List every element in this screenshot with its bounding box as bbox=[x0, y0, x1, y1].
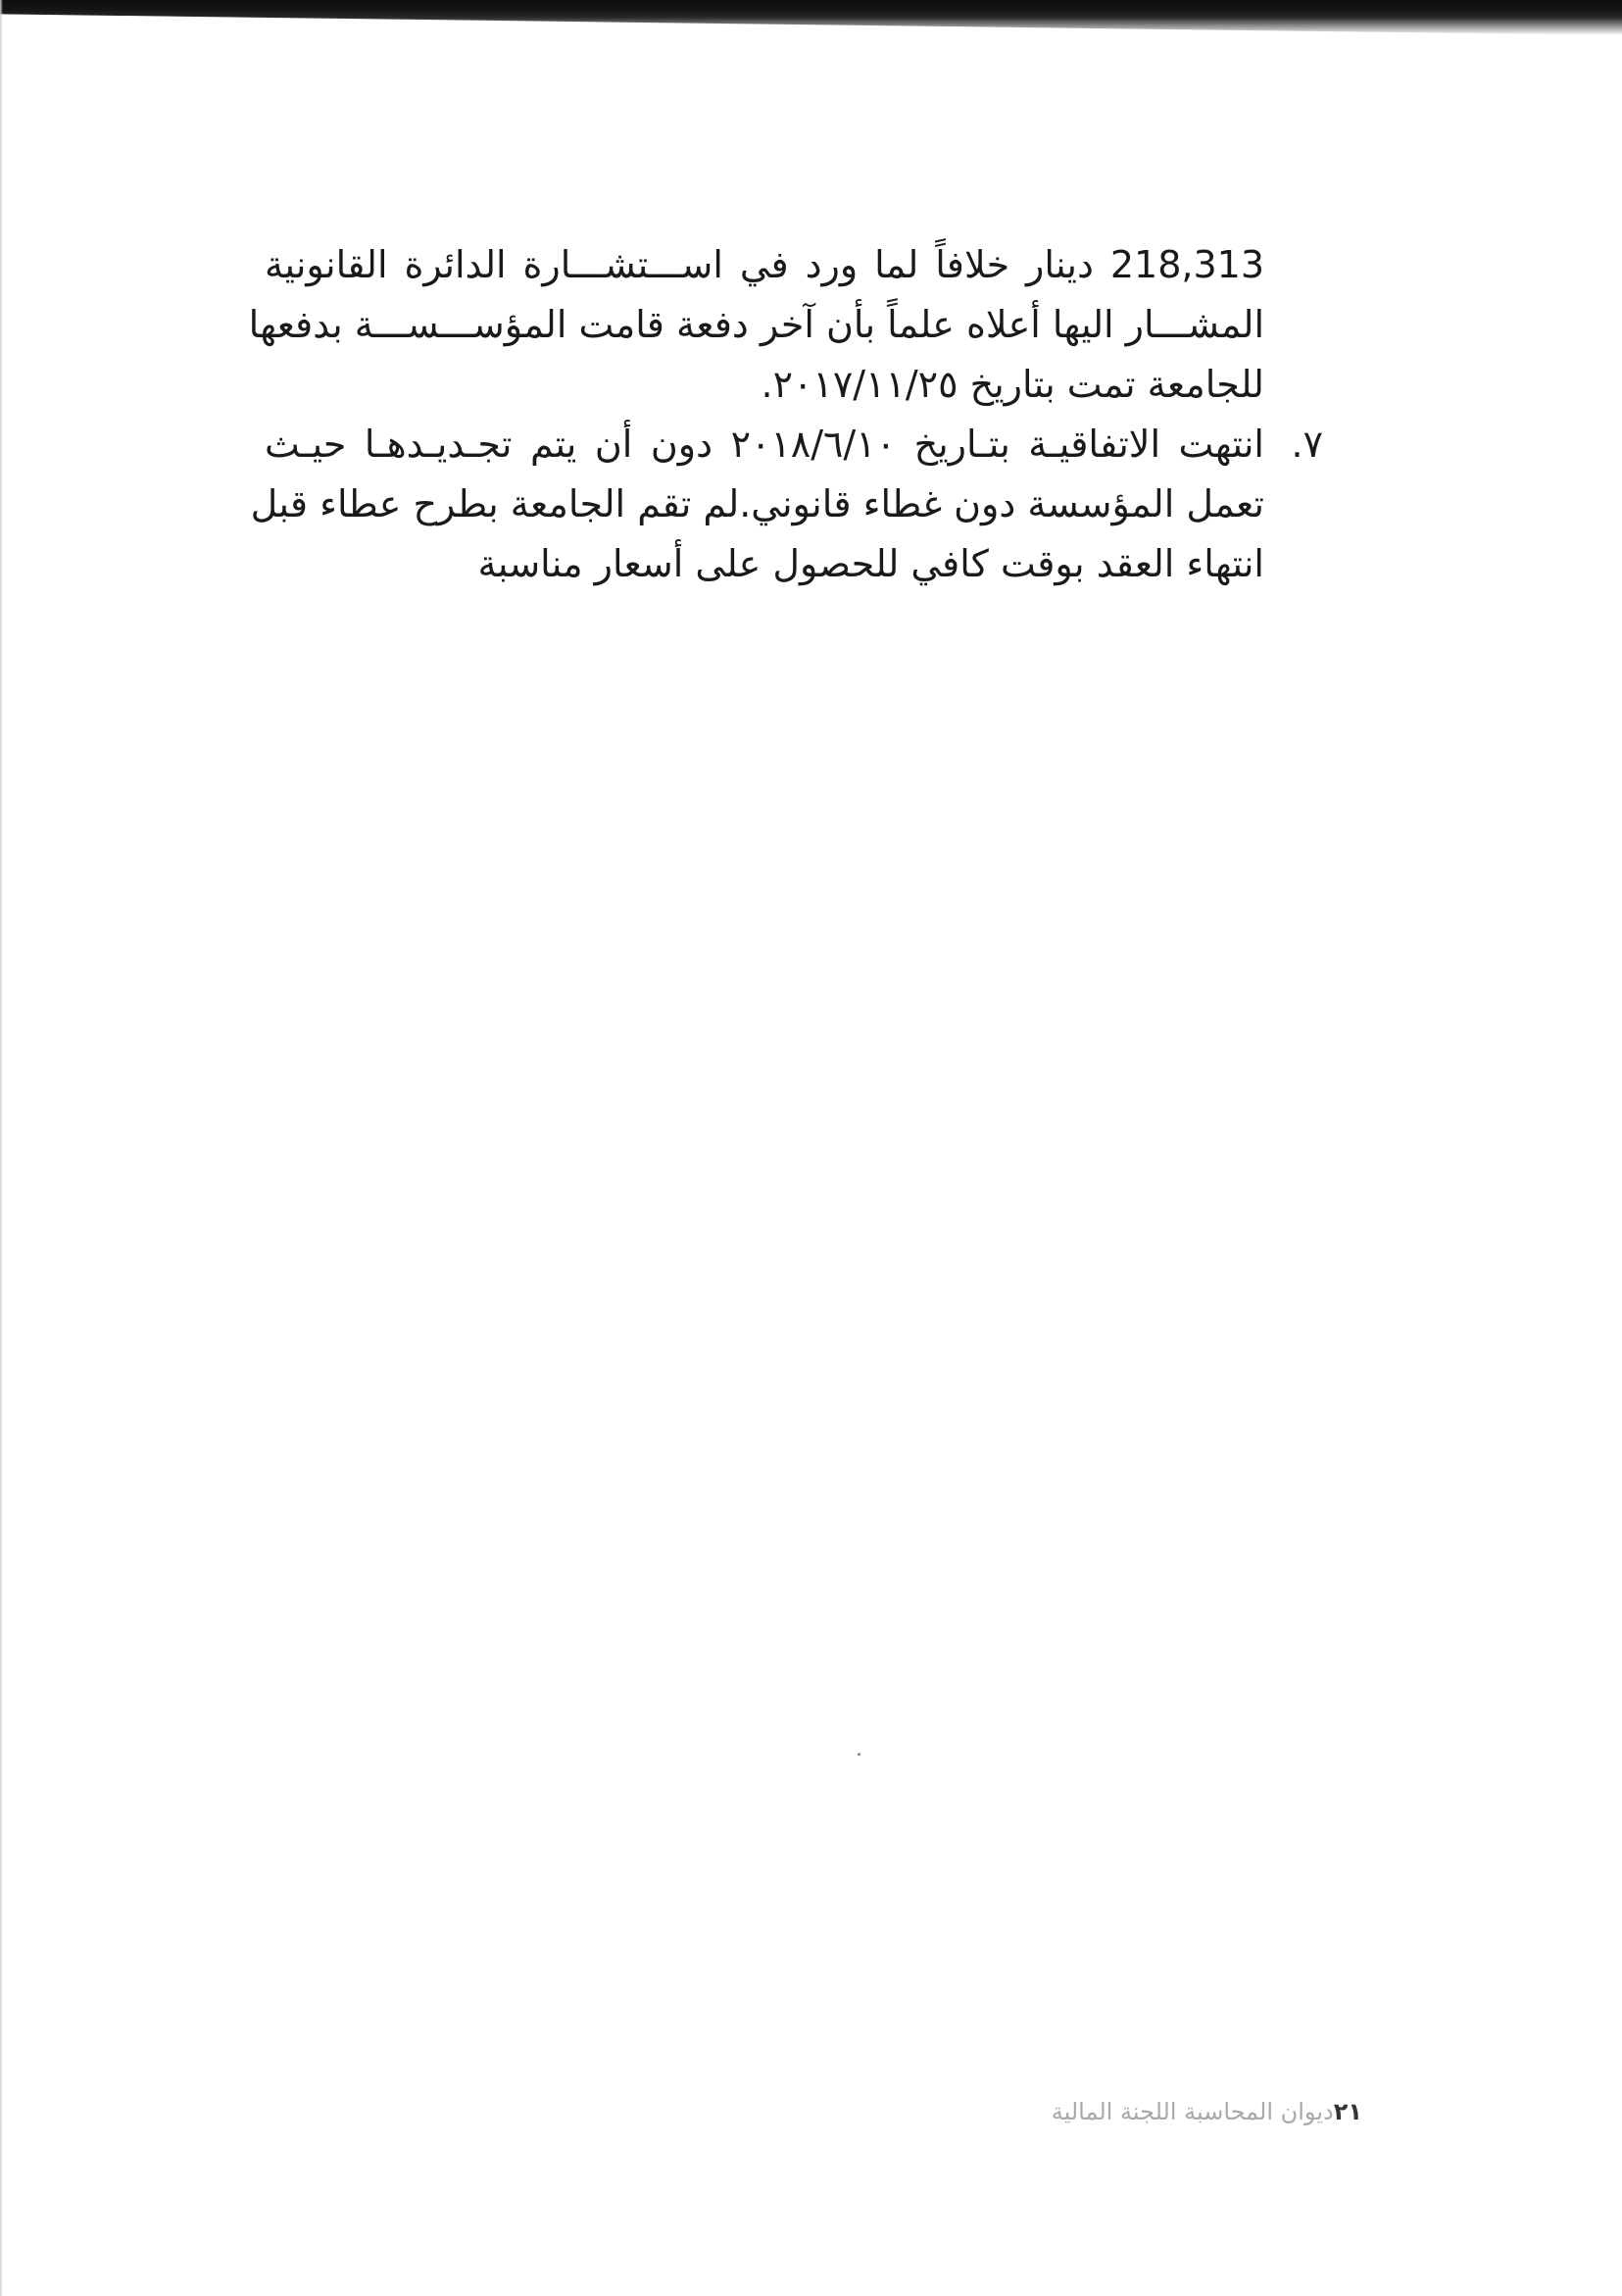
scan-top-edge bbox=[0, 0, 1622, 35]
continuation-paragraph bbox=[248, 235, 1264, 415]
page-body bbox=[248, 235, 1323, 594]
footer-page-number: ٢١ bbox=[1333, 2098, 1362, 2125]
item-line-2: تعمل المؤسسة دون غطاء قانوني.لم تقم الجامعة بطرح عطاء قبل bbox=[250, 482, 1264, 525]
item-line-1: انتهت الاتفاقيـة بتـاريخ ٢٠١٨/٦/١٠ دون أن يتم تجـديـدهـا حيـث bbox=[265, 423, 1264, 466]
footer-text: ديوان المحاسبة اللجنة المالية bbox=[1051, 2098, 1334, 2125]
numbered-item-7 bbox=[250, 415, 1323, 594]
scan-left-edge bbox=[0, 0, 3, 2296]
continuation-line-1: 218,313 دينار خلافاً لما ورد في اســـتشـــارة الدائرة القانونية bbox=[265, 243, 1264, 286]
item-number: ٧. bbox=[1291, 423, 1323, 466]
scan-speck bbox=[858, 1753, 860, 1756]
item-line-3: انتهاء العقد بوقت كافي للحصول على أسعار مناسبة bbox=[477, 542, 1264, 585]
page-footer bbox=[833, 2098, 1362, 2125]
continuation-line-3: للجامعة تمت بتاريخ ٢٠١٧/١١/٢٥. bbox=[761, 363, 1264, 406]
continuation-line-2: المشـــار اليها أعلاه علماً بأن آخر دفعة قامت المؤســـســـة بدفعها bbox=[248, 303, 1264, 346]
